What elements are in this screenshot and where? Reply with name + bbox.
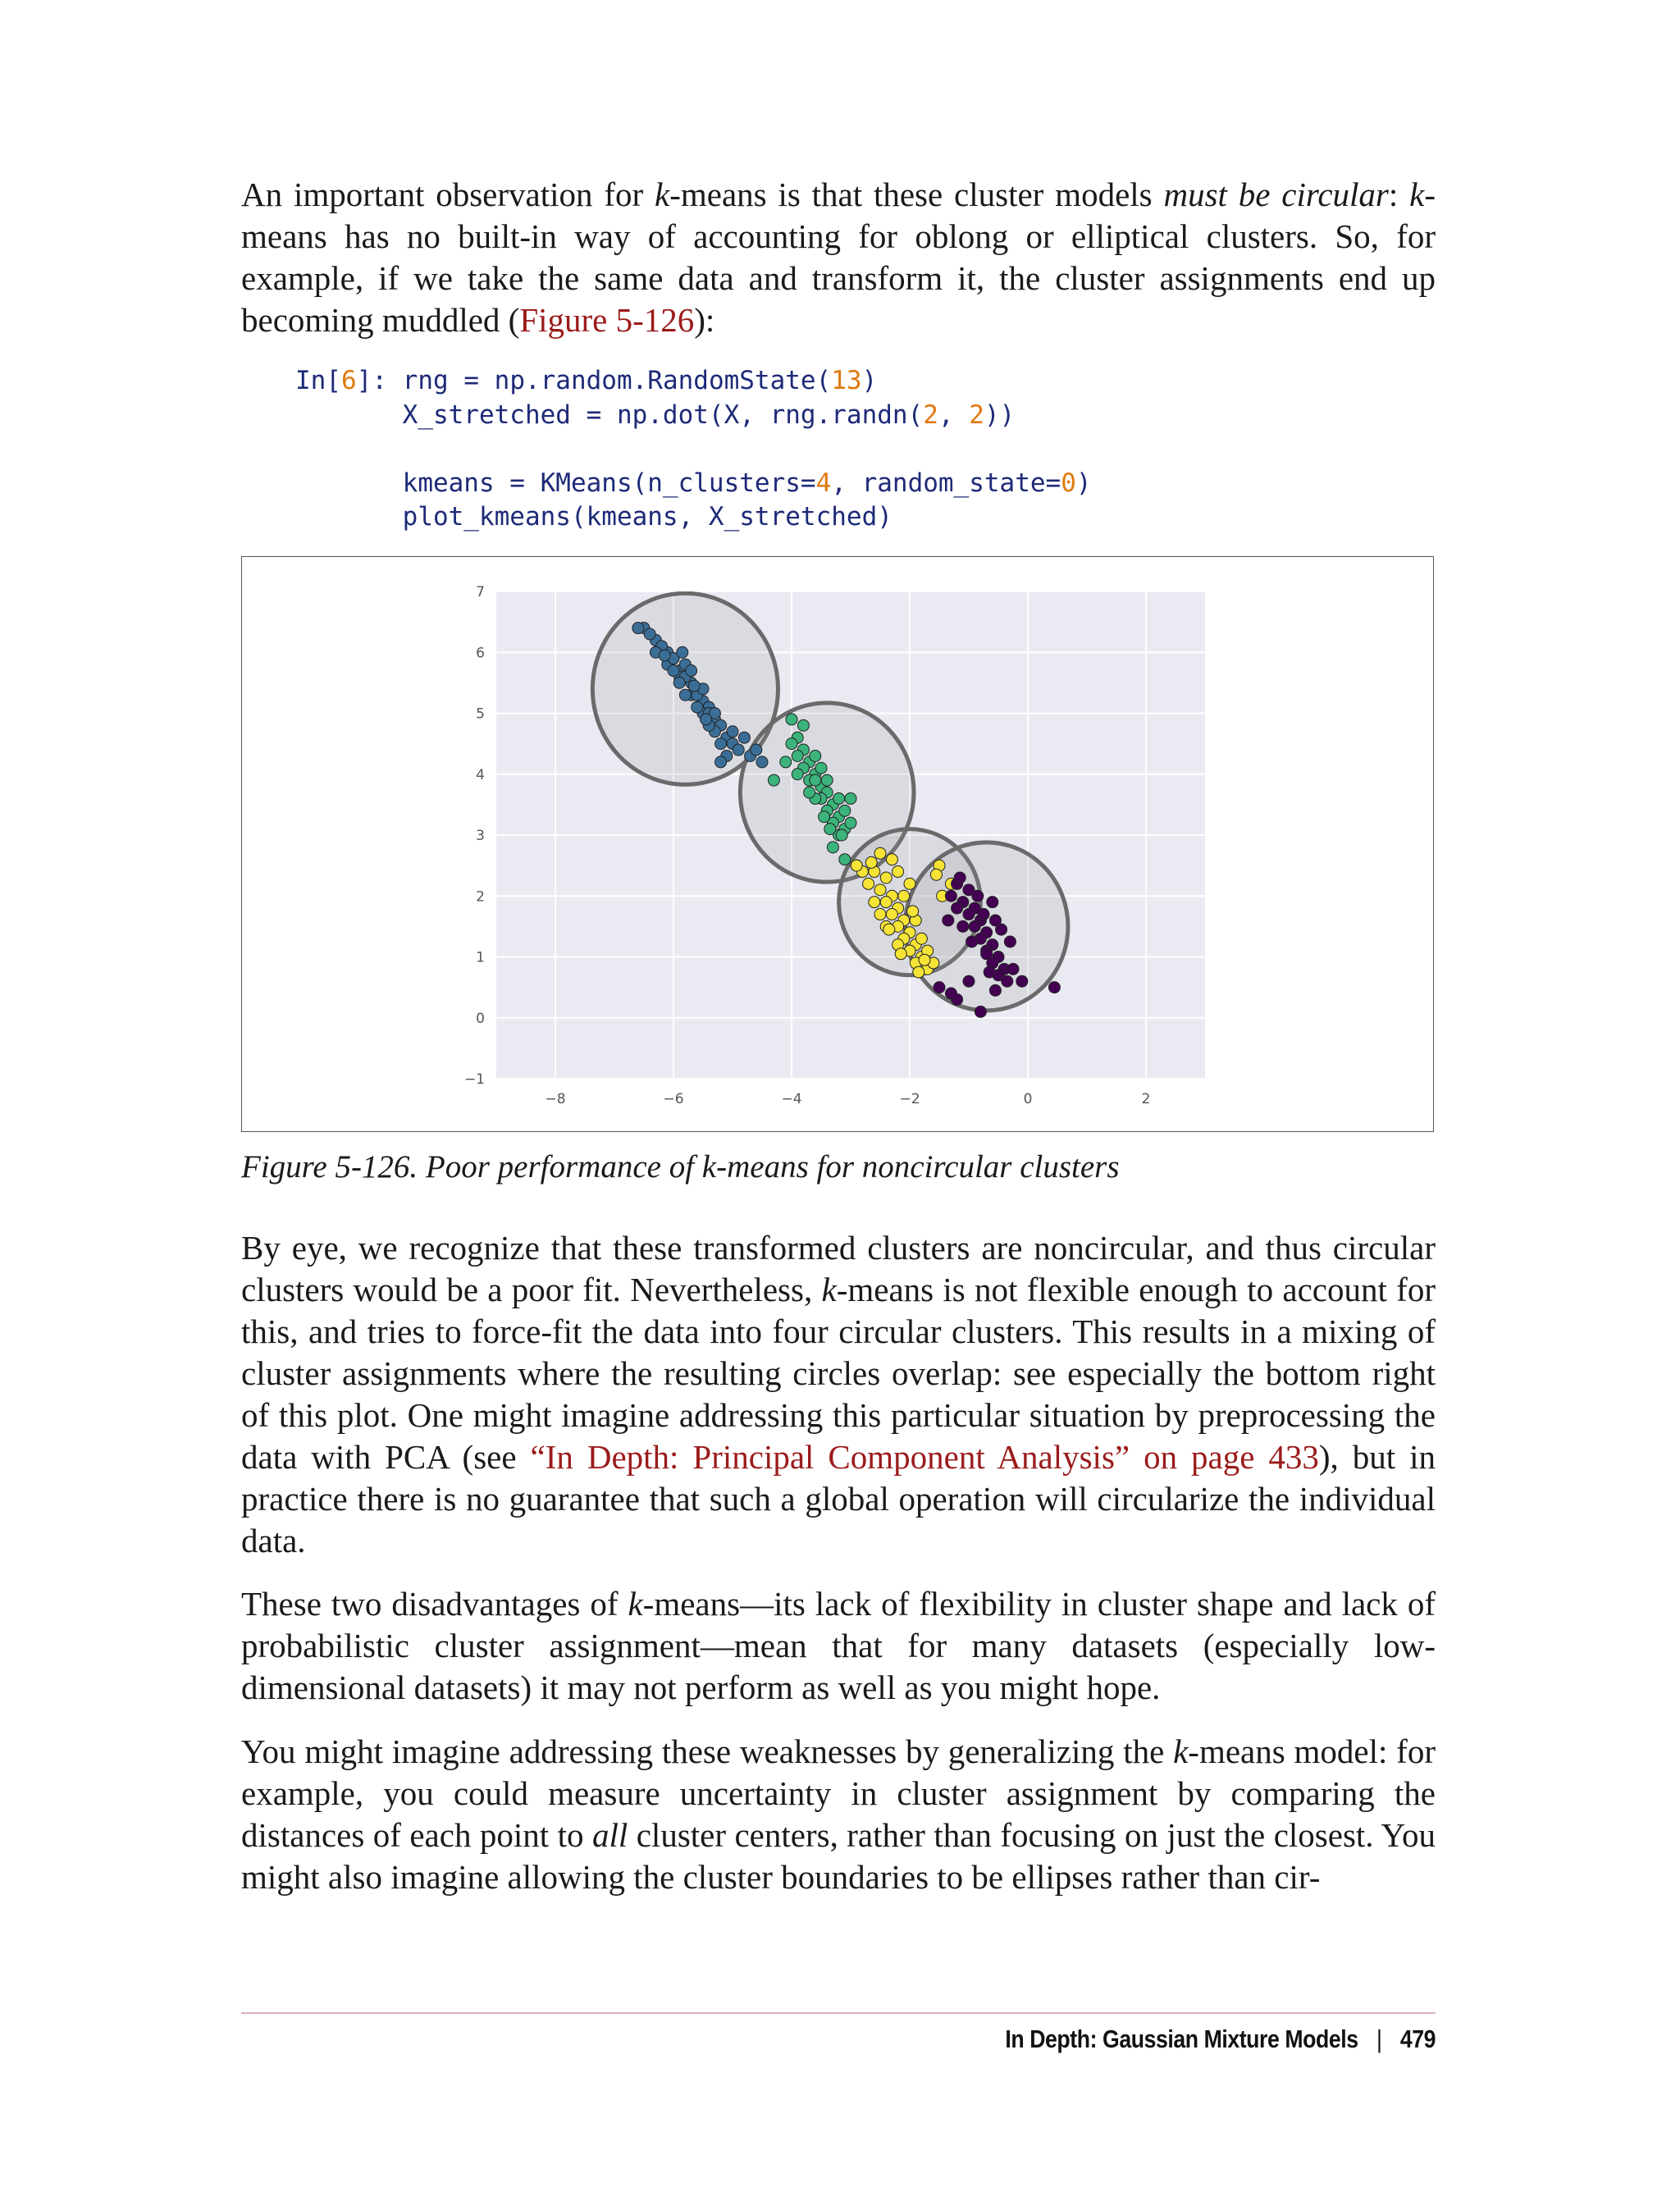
data-point-cluster-3 — [981, 948, 993, 960]
data-point-cluster-2 — [915, 933, 927, 944]
data-point-cluster-2 — [851, 860, 862, 871]
data-point-cluster-2 — [886, 909, 897, 920]
y-tick-label: 4 — [476, 766, 485, 783]
data-point-cluster-0 — [751, 744, 762, 756]
y-tick-label: 0 — [476, 1010, 485, 1027]
data-point-cluster-0 — [727, 726, 738, 737]
code-line-5: plot_kmeans(kmeans, X_stretched) — [402, 502, 892, 532]
data-point-cluster-2 — [880, 872, 892, 883]
data-point-cluster-0 — [738, 732, 750, 743]
data-point-cluster-2 — [907, 906, 919, 917]
code-line-3 — [295, 432, 1092, 467]
data-point-cluster-1 — [845, 792, 856, 804]
data-point-cluster-3 — [978, 909, 989, 920]
data-point-cluster-3 — [945, 890, 956, 902]
data-point-cluster-1 — [810, 774, 821, 786]
data-point-cluster-3 — [966, 936, 978, 947]
data-point-cluster-3 — [1016, 975, 1028, 987]
data-point-cluster-3 — [996, 924, 1007, 935]
data-point-cluster-0 — [688, 680, 700, 692]
y-tick-label: −1 — [463, 1071, 485, 1088]
data-point-cluster-2 — [869, 897, 880, 908]
data-point-cluster-0 — [701, 714, 712, 725]
data-point-cluster-3 — [1048, 982, 1060, 993]
page-number: 479 — [1399, 2025, 1436, 2053]
data-point-cluster-0 — [715, 756, 727, 768]
data-point-cluster-2 — [913, 966, 924, 978]
data-point-cluster-2 — [904, 878, 915, 889]
data-point-cluster-2 — [892, 866, 904, 878]
x-tick-label: −4 — [781, 1091, 802, 1107]
page-footer — [1005, 2025, 1436, 2054]
data-point-cluster-2 — [886, 854, 897, 865]
code-line-4: kmeans = KMeans(n_clusters=4, random_state=0) — [402, 468, 1092, 498]
data-point-cluster-3 — [943, 915, 954, 926]
data-point-cluster-3 — [1004, 936, 1016, 947]
x-tick-label: −2 — [899, 1091, 920, 1107]
data-point-cluster-0 — [644, 628, 655, 640]
data-point-cluster-1 — [804, 787, 815, 798]
data-point-cluster-3 — [987, 897, 998, 908]
data-point-cluster-1 — [786, 738, 797, 750]
data-point-cluster-3 — [963, 909, 975, 920]
kmeans-scatter-plot — [242, 557, 1433, 1131]
data-point-cluster-1 — [839, 805, 851, 816]
data-point-cluster-1 — [836, 829, 847, 841]
data-point-cluster-0 — [715, 738, 727, 750]
data-point-cluster-2 — [874, 909, 886, 920]
y-tick-label: 2 — [476, 888, 485, 906]
data-point-cluster-0 — [756, 756, 768, 768]
data-point-cluster-1 — [780, 756, 792, 768]
data-point-cluster-3 — [934, 982, 945, 993]
paragraph-discussion: By eye, we recognize that these transformed clusters are noncircular, and thus circular clusters would be a poor fit. Nevertheless, k-means is not flexible enough to account for this, and tries to force-fit the data into four circular clusters. This results in a mixing of cluster assignments where the resulting circles overlap: see especially the bottom right of this plot. One might imagine addressing this particular situation by preprocessing the data with PCA (see “In Depth: Principal Component Analysis” on page 433), but in practice there is no guarantee that such a global operation will circularize the individual data. — [241, 1229, 1436, 1559]
data-point-cluster-0 — [733, 744, 744, 756]
data-point-cluster-0 — [673, 677, 685, 688]
data-point-cluster-2 — [930, 869, 942, 880]
data-point-cluster-3 — [963, 975, 975, 987]
data-point-cluster-3 — [952, 902, 963, 914]
figure-caption: Figure 5-126. Poor performance of k-means for noncircular clusters — [241, 1149, 1120, 1185]
data-point-cluster-1 — [786, 714, 797, 725]
paragraph-disadvantages: These two disadvantages of k-means—its lack of flexibility in cluster shape and lack of probabilistic cluster assignment—mean that for many datasets (especially low-dimensional datasets) it may not perform as well as you might hope. — [241, 1585, 1436, 1706]
footer-section-title: In Depth: Gaussian Mixture Models — [1005, 2025, 1358, 2053]
data-point-cluster-1 — [815, 762, 827, 774]
figure-frame — [241, 556, 1434, 1132]
data-point-cluster-1 — [810, 750, 821, 761]
data-point-cluster-0 — [679, 689, 691, 701]
y-tick-label: 1 — [476, 949, 485, 966]
y-tick-label: 7 — [476, 584, 485, 600]
data-point-cluster-2 — [883, 924, 895, 935]
data-point-cluster-3 — [984, 966, 995, 978]
figure-link[interactable]: Figure 5-126 — [519, 301, 695, 339]
data-point-cluster-0 — [632, 623, 644, 634]
data-point-cluster-0 — [692, 701, 703, 713]
data-point-cluster-1 — [824, 824, 836, 835]
x-tick-label: 0 — [1023, 1091, 1033, 1107]
x-tick-label: −6 — [663, 1091, 684, 1107]
code-line-2: X_stretched = np.dot(X, rng.randn(2, 2)) — [402, 399, 1016, 430]
data-point-cluster-3 — [954, 872, 966, 883]
data-point-cluster-0 — [686, 665, 697, 677]
data-point-cluster-1 — [792, 750, 803, 761]
data-point-cluster-2 — [898, 890, 910, 902]
data-point-cluster-2 — [880, 897, 892, 908]
data-point-cluster-2 — [874, 884, 886, 896]
data-point-cluster-3 — [1002, 975, 1013, 987]
data-point-cluster-0 — [677, 646, 688, 658]
paragraph-generalizing: You might imagine addressing these weaknesses by generalizing the k-means model: for example, you could measure uncertainty in cluster assignment by comparing the distances of each point to all cluster centers, rather than focusing on just the closest. You might also imagine allowing the cluster boundaries to be ellipses rather than cir- — [241, 1732, 1436, 1896]
data-point-cluster-3 — [975, 1006, 986, 1017]
data-point-cluster-1 — [819, 811, 830, 823]
data-point-cluster-3 — [972, 890, 984, 902]
code-block — [295, 364, 1092, 535]
data-point-cluster-2 — [874, 847, 886, 859]
y-tick-label: 5 — [476, 705, 485, 723]
y-tick-label: 6 — [476, 645, 485, 662]
data-point-cluster-2 — [865, 856, 877, 868]
data-point-cluster-1 — [833, 792, 845, 804]
x-tick-label: 2 — [1141, 1091, 1151, 1107]
data-point-cluster-0 — [668, 665, 679, 677]
code-line-1: In[6]: rng = np.random.RandomState(13) — [295, 366, 878, 395]
data-point-cluster-3 — [1007, 963, 1019, 975]
data-point-cluster-1 — [797, 719, 809, 731]
data-point-cluster-2 — [863, 878, 874, 889]
footer-separator: | — [1376, 2025, 1382, 2053]
data-point-cluster-1 — [821, 774, 833, 786]
data-point-cluster-1 — [827, 842, 838, 853]
data-point-cluster-2 — [919, 954, 930, 966]
paragraph-intro: An important observation for k-means is that these cluster models must be circular: k-means has no built-in way of accounting for oblong or elliptical clusters. So, for example, if we take the same data and transform it, the cluster assignments end up becoming muddled (Figure 5-126): — [241, 176, 1436, 339]
data-point-cluster-3 — [957, 920, 969, 932]
x-tick-label: −8 — [545, 1091, 566, 1107]
data-point-cluster-3 — [945, 988, 956, 999]
data-point-cluster-1 — [839, 854, 851, 865]
footer-rule — [241, 2012, 1436, 2014]
data-point-cluster-1 — [845, 817, 856, 829]
data-point-cluster-0 — [659, 650, 670, 661]
y-tick-label: 3 — [476, 828, 485, 844]
data-point-cluster-1 — [792, 769, 803, 780]
data-point-cluster-1 — [768, 774, 779, 786]
data-point-cluster-2 — [895, 948, 906, 960]
data-point-cluster-3 — [989, 984, 1001, 996]
data-point-cluster-3 — [969, 920, 980, 932]
pca-section-link[interactable]: “In Depth: Principal Component Analysis” on page 433 — [530, 1438, 1319, 1476]
